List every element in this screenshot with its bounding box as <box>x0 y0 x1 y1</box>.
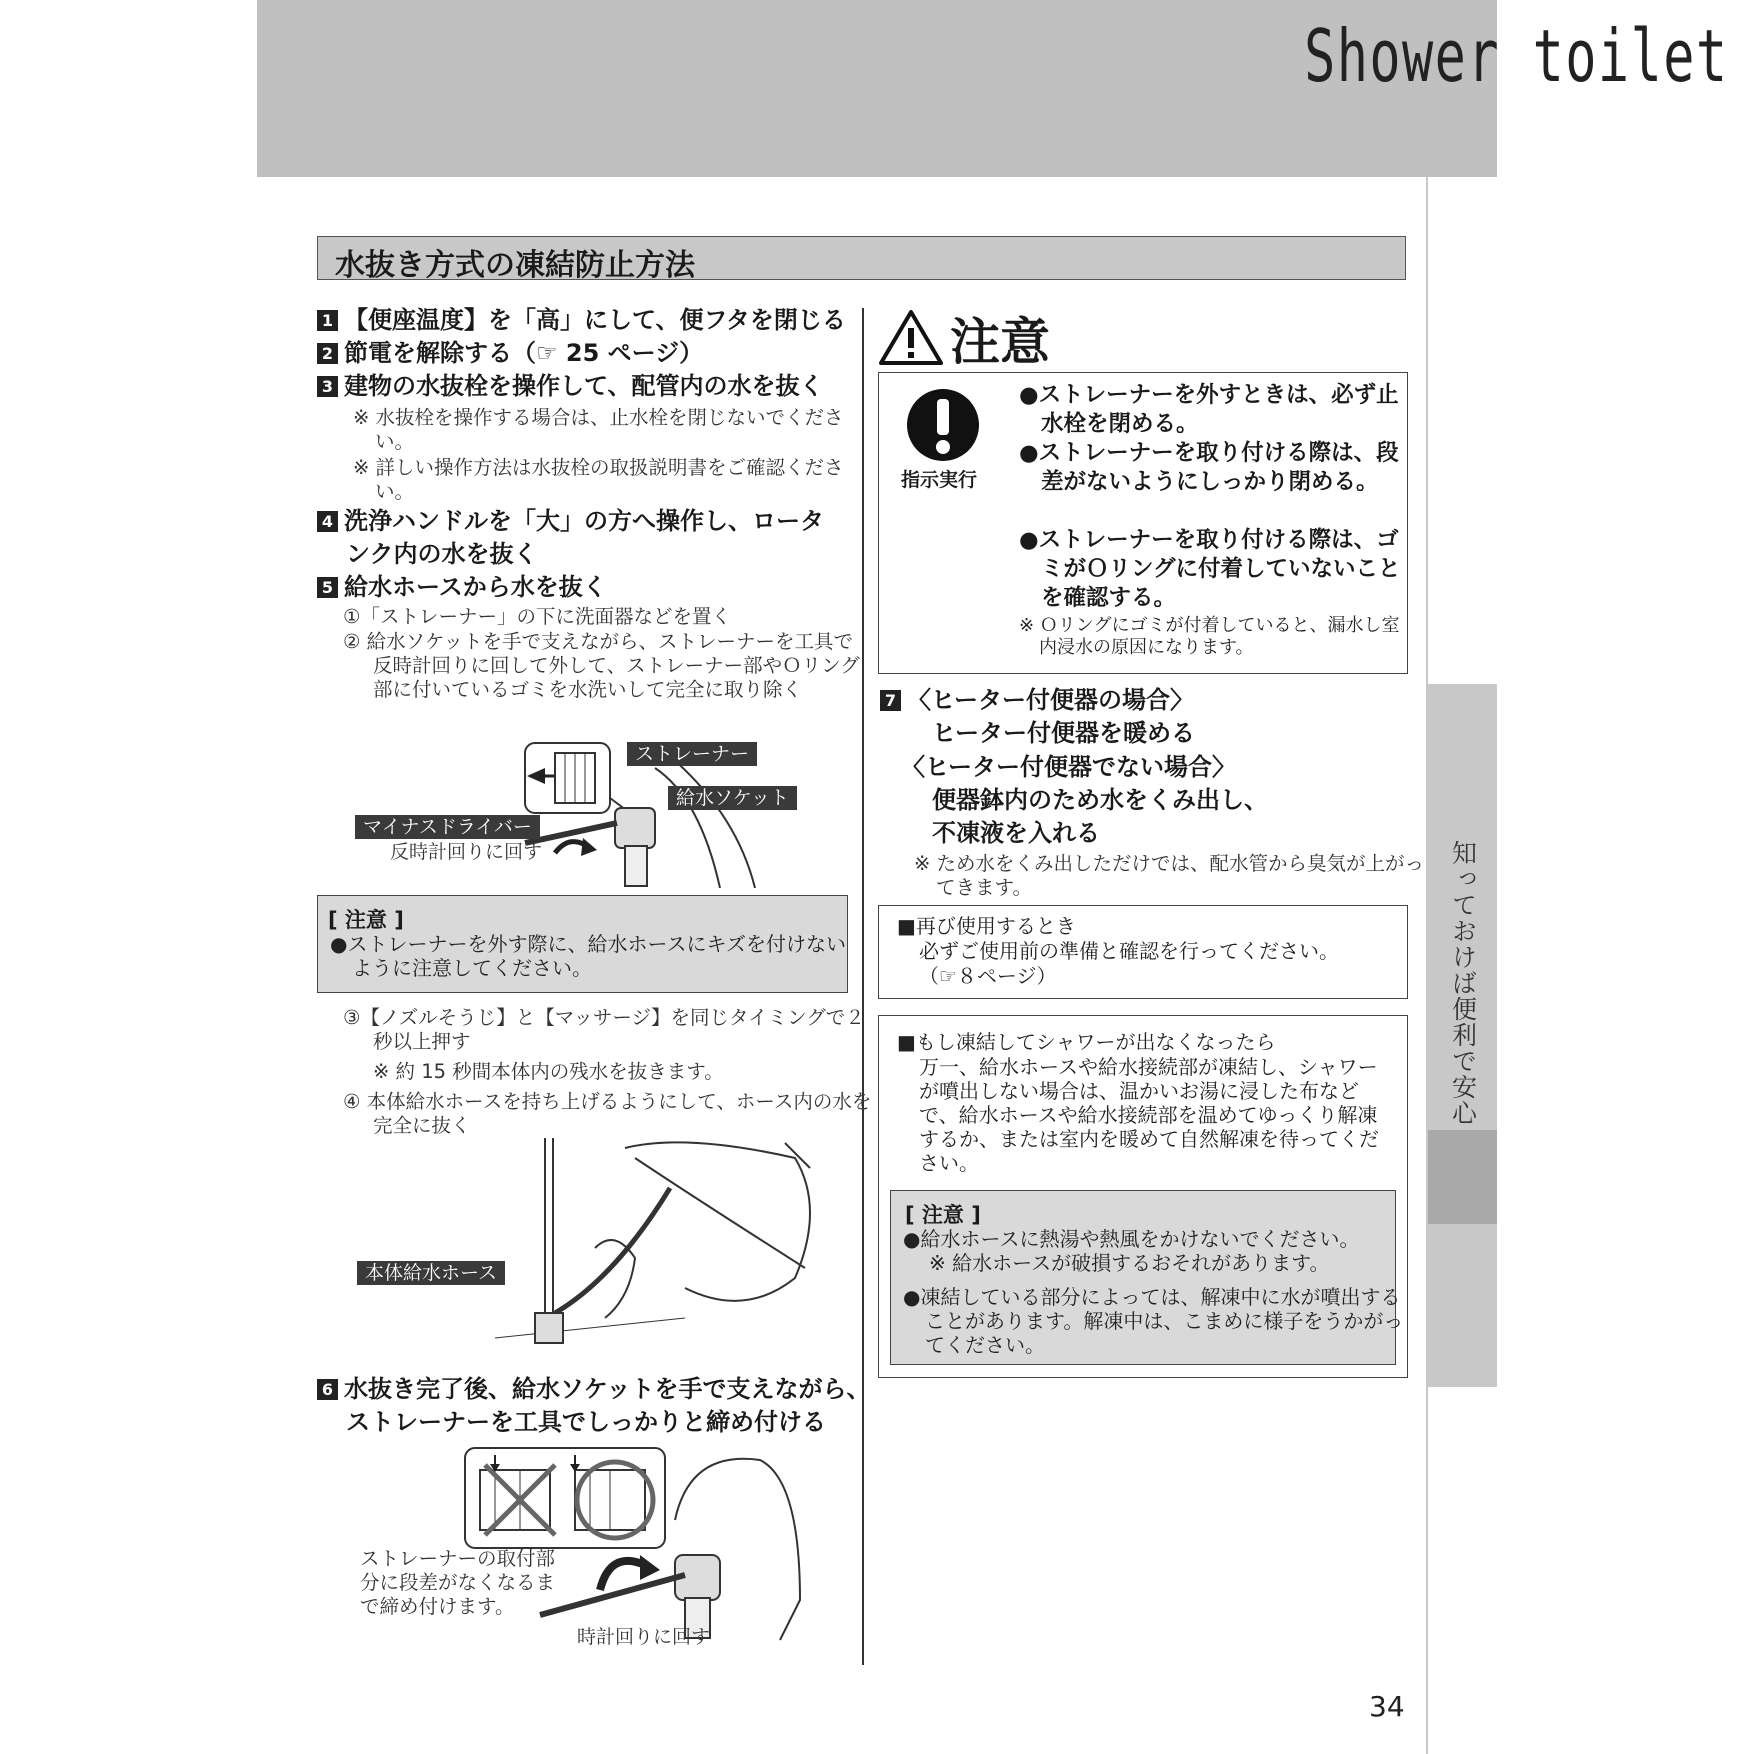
brand-logo: Shower toilet <box>1304 14 1729 98</box>
frozen-head: ■もし凍結してシャワーが出なくなったら <box>897 1030 1276 1054</box>
mandatory-action-label: 指示実行 <box>901 469 978 491</box>
step-text: 建物の水抜栓を操作して、配管内の水を抜く <box>344 372 824 400</box>
step-6 <box>317 1373 871 1406</box>
warning-triangle-icon <box>878 308 944 366</box>
section-title: 水抜き方式の凍結防止方法 <box>335 248 695 283</box>
mandatory-action-icon <box>905 387 981 463</box>
label-counterclockwise: 反時計回りに回す <box>390 841 543 863</box>
notice-box-hose <box>317 895 848 993</box>
step-number: 6 <box>317 1379 338 1400</box>
page-number: 34 <box>1369 1690 1405 1723</box>
step-number: 5 <box>317 577 338 598</box>
frozen-notice-box <box>890 1190 1404 1365</box>
step-5-sub-1: ①「ストレーナー」の下に洗面器などを置く <box>343 605 731 628</box>
hose-lift-figure <box>355 1138 815 1363</box>
step-text: 【便座温度】を「高」にして、便フタを閉じる <box>344 306 846 334</box>
frozen-text: 万一、給水ホースや給水接続部が凍結し、シャワーが噴出しない場合は、温かいお湯に浸した布などで、給水ホースや給水接続部を温めてゆっくり解凍するか、または室内を暖めて自然解凍を待ってください。 <box>919 1055 1379 1175</box>
caution-bullet-1: ●ストレーナーを外すときは、必ず止水栓を閉める。 <box>1019 382 1399 437</box>
step-text: 水抜き完了後、給水ソケットを手で支えながら、 <box>344 1375 871 1403</box>
label-screwdriver: マイナスドライバー <box>355 815 540 839</box>
caution-box <box>878 372 1408 674</box>
column-divider <box>862 308 864 1665</box>
step-6-line-2: ストレーナーを工具でしっかりと締め付ける <box>346 1408 826 1436</box>
step-text: 洗浄ハンドルを「大」の方へ操作し、ロータ <box>344 507 824 535</box>
step-5-sub-2: ② 給水ソケットを手で支えながら、ストレーナーを工具で反時計回りに回して外して、ストレーナー部やＯリング部に付いているゴミを水洗いして完全に取り除く <box>343 630 860 701</box>
step-number: 1 <box>317 310 338 331</box>
step-7-note: ※ ため水をくみ出しただけでは、配水管から臭気が上がってきます。 <box>914 852 1425 899</box>
step-text: 給水ホースから水を抜く <box>344 573 607 601</box>
label-body-hose: 本体給水ホース <box>357 1261 505 1285</box>
step-1 <box>317 304 846 337</box>
tighten-caption: ストレーナーの取付部分に段差がなくなるまで締め付けます。 <box>360 1547 556 1618</box>
step-5 <box>317 571 607 604</box>
caution-title: 注意 <box>950 313 1050 371</box>
label-strainer: ストレーナー <box>627 742 757 766</box>
step-3 <box>317 370 824 403</box>
step-3-note-1: ※ 水抜栓を操作する場合は、止水栓を閉じないでください。 <box>353 406 844 453</box>
frozen-notice-2: ●凍結している部分によっては、解凍中に水が噴出することがあります。解凍中は、こまめに様子をうかがってください。 <box>903 1285 1404 1357</box>
frozen-notice-1: ●給水ホースに熱湯や熱風をかけないでください。 <box>903 1227 1360 1251</box>
frozen-notice-1-note: ※ 給水ホースが破損するおそれがあります。 <box>929 1251 1330 1275</box>
reuse-page-ref: （☞８ページ） <box>919 964 1057 988</box>
step-4-line-2: ンク内の水を抜く <box>346 540 538 568</box>
label-water-socket: 給水ソケット <box>668 786 797 810</box>
frozen-notice-head: [ 注意 ] <box>905 1203 981 1227</box>
step-7-line-4: 便器鉢内のため水をくみ出し、 <box>932 786 1268 814</box>
step-text: 〈ヒーター付便器の場合〉 <box>907 686 1195 714</box>
step-7 <box>880 684 1194 717</box>
step-number: 2 <box>317 343 338 364</box>
step-5-sub-4: ④ 本体給水ホースを持ち上げるようにして、ホース内の水を完全に抜く <box>343 1090 872 1137</box>
side-tab-marker <box>1428 1130 1497 1224</box>
reuse-head: ■再び使用するとき <box>897 914 1076 938</box>
step-7-line-2: ヒーター付便器を暖める <box>932 719 1196 747</box>
step-number: 3 <box>317 376 338 397</box>
step-number: 4 <box>317 511 338 532</box>
step-5-sub-3-note: ※ 約 15 秒間本体内の残水を抜きます。 <box>373 1060 724 1083</box>
step-2 <box>317 337 703 370</box>
notice-text: ●ストレーナーを外す際に、給水ホースにキズを付けないように注意してください。 <box>330 932 847 980</box>
step-7-line-5: 不凍液を入れる <box>932 819 1100 847</box>
step-7-line-3: 〈ヒーター付便器でない場合〉 <box>901 753 1237 781</box>
label-clockwise: 時計回りに回す <box>577 1626 711 1648</box>
step-3-note-2: ※ 詳しい操作方法は水抜栓の取扱説明書をご確認ください。 <box>353 456 844 503</box>
caution-bullet-3: ●ストレーナーを取り付ける際は、ゴミがＯリングに付着していないことを確認する。 <box>1019 527 1401 611</box>
caution-bullet-2: ●ストレーナーを取り付ける際は、段差がないようにしっかり閉める。 <box>1019 440 1399 495</box>
step-text: 節電を解除する（☞ 25 ページ） <box>344 339 704 367</box>
step-5-sub-3: ③【ノズルそうじ】と【マッサージ】を同じタイミングで２秒以上押す <box>343 1006 865 1053</box>
step-4 <box>317 505 824 538</box>
caution-note: ※ Ｏリングにゴミが付着していると、漏水し室内浸水の原因になります。 <box>1019 615 1400 658</box>
frozen-box <box>878 1015 1408 1378</box>
notice-head: [ 注意 ] <box>328 908 404 932</box>
reuse-text: 必ずご使用前の準備と確認を行ってください。 <box>919 939 1339 963</box>
step-number: 7 <box>880 690 901 711</box>
reuse-box <box>878 905 1408 999</box>
side-tab-label: 知っておけば便利で安心 <box>1448 840 1478 1126</box>
